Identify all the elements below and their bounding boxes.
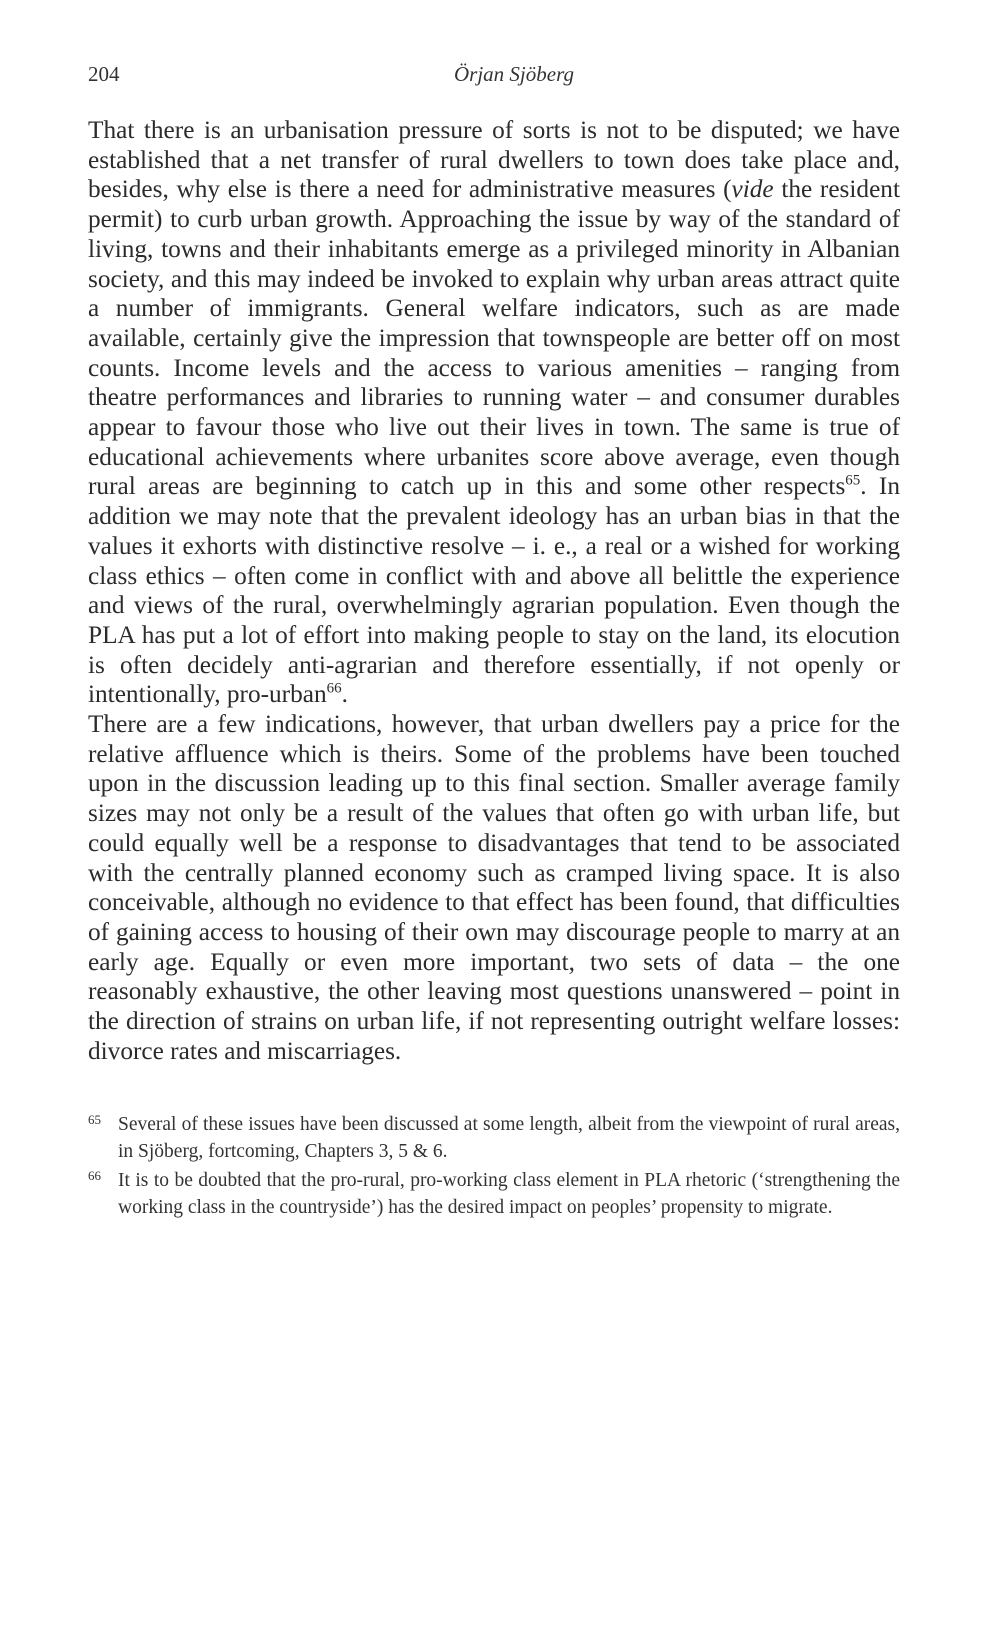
- footnote-65: [88, 1111, 900, 1165]
- paragraph-1-part-c: . In addition we may note that the prevalent ideology has an urban bias in that the values it exhorts with distinctive resolve – i. e., a real or a wished for working class ethics – often come in conflict with and above all belittle the experience and views of the rural, overwhelmingly agrarian population. Even though the PLA has put a lot of effort into making people to stay on the land, its elocution is often decidely anti-agrarian and therefore essentially, if not openly or intentionally, pro-urban: [88, 472, 900, 709]
- footnote-text: It is to be doubted that the pro-rural, pro-working class element in PLA rhetoric (‘strengthening the working class in the countryside’) has the desired impact on peoples’ propensity to migrate.: [118, 1169, 900, 1218]
- paragraph-1-part-d: .: [341, 680, 348, 709]
- paragraph-1-part-b: the resident permit) to curb urban growth. Approaching the issue by way of the standard of living, towns and their inhabitants emerge as a privileged minority in Albanian society, and this may indeed be invoked to explain why urban areas attract quite a number of immigrants. General welfare indicators, such as are made available, certainly give the impression that townspeople are better off on most counts. Income levels and the access to various amenities – ranging from theatre performances and libraries to running water – and consumer durables appear to favour those who live out their lives in town. The same is true of educational achievements where urbanites score above average, even though rural areas are beginning to catch up in this and some other respects: [88, 175, 900, 501]
- footnote-mark: 66: [88, 1167, 101, 1183]
- running-title: Örjan Sjöberg: [454, 62, 574, 86]
- running-head: [88, 62, 900, 102]
- footnote-ref-66[interactable]: 66: [326, 680, 342, 697]
- footnotes: [88, 1111, 900, 1221]
- page-number: 204: [88, 62, 120, 86]
- footnote-66: [88, 1167, 900, 1221]
- book-page: [88, 62, 900, 1223]
- paragraph-1: [88, 116, 900, 710]
- paragraph-2: There are a few indications, however, that urban dwellers pay a price for the relative affluence which is theirs. Some of the problems have been touched upon in the discussion leading up to this final section. Smaller average family sizes may not only be a result of the values that often go with urban life, but could equally well be a response to disadvantages that tend to be associated with the centrally planned economy such as cramped living space. It is also conceivable, although no evidence to that effect has been found, that difficulties of gaining access to housing of their own may discourage people to marry at an early age. Equally or even more important, two sets of data – the one reasonably exhaustive, the other leaving most questions unanswered – point in the direction of strains on urban life, if not representing outright welfare losses: divorce rates and miscarriages.: [88, 710, 900, 1065]
- footnote-text: Several of these issues have been discussed at some length, albeit from the viewpoint of rural areas, in Sjöberg, fortcoming, Chapters 3, 5 & 6.: [118, 1113, 900, 1162]
- paragraph-1-part-a: That there is an urbanisation pressure of sorts is not to be disputed; we have established that a net transfer of rural dwellers to town does take place and, besides, why else is there a need for administrative measures (: [88, 116, 900, 204]
- footnote-mark: 65: [88, 1111, 101, 1127]
- footnote-ref-65[interactable]: 65: [845, 473, 861, 490]
- vide-italic: vide: [731, 175, 774, 204]
- body-text: [88, 116, 900, 1067]
